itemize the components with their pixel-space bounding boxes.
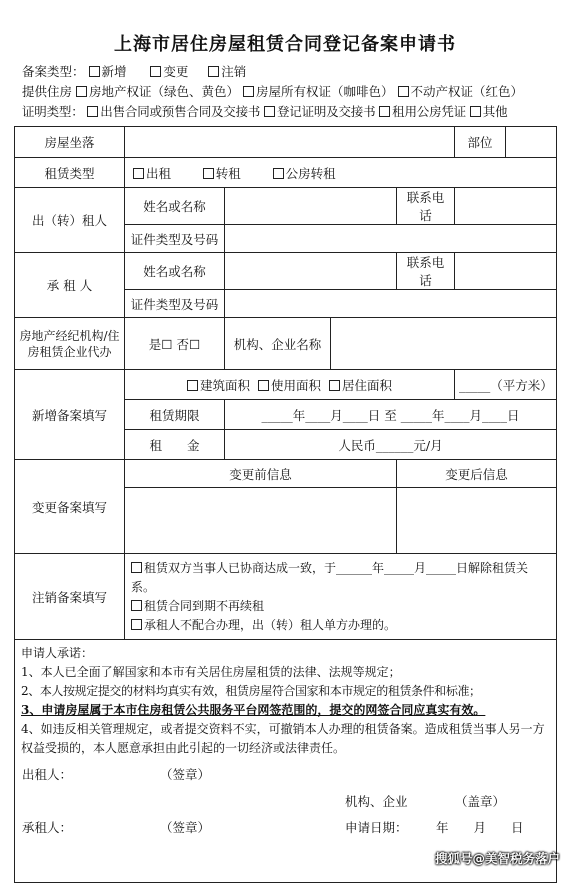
position-label: 部位 xyxy=(455,127,557,158)
provider-row xyxy=(22,82,523,100)
change-header-row xyxy=(15,460,557,488)
area-unit-field[interactable]: _____（平方米） xyxy=(455,370,557,400)
checkbox-lease-public[interactable]: 公房转租 xyxy=(273,166,336,181)
period-field[interactable]: _____年____月____日 至 _____年____月____日 xyxy=(225,400,557,430)
watermark: 搜狐号@美智税务落户 xyxy=(434,851,560,866)
cancel-filing-label: 注销备案填写 xyxy=(15,554,125,640)
lessor-name-label: 姓名或名称 xyxy=(125,188,225,225)
checkbox-living-area[interactable]: 居住面积 xyxy=(329,378,392,393)
location-field[interactable] xyxy=(125,127,455,158)
new-area-row xyxy=(15,370,557,400)
lessee-name-label: 姓名或名称 xyxy=(125,253,225,290)
application-form-table xyxy=(14,126,557,883)
after-info-label: 变更后信息 xyxy=(397,460,557,488)
lessor-phone-label: 联系电话 xyxy=(397,188,455,225)
agency-signature-label: 机构、企业 xyxy=(345,794,408,809)
lessor-id-field[interactable] xyxy=(225,225,557,253)
checkbox-other[interactable]: 其他 xyxy=(470,104,508,119)
lease-type-row xyxy=(15,158,557,188)
agency-yes-no[interactable]: 是☐ 否☐ xyxy=(125,318,225,370)
checkbox-registration[interactable]: 登记证明及交接书 xyxy=(264,104,375,119)
declaration-item-2: 2、本人按规定提交的材料均真实有效，租赁房屋符合国家和本市规定的租赁条件和标准； xyxy=(21,684,481,698)
agency-seal[interactable]: （盖章） xyxy=(455,794,506,809)
location-label: 房屋坐落 xyxy=(15,127,125,158)
filing-type-label: 备案类型： xyxy=(22,64,85,79)
declaration-block xyxy=(15,640,557,883)
lessee-row-1 xyxy=(15,253,557,290)
lessee-label: 承 租 人 xyxy=(15,253,125,318)
agency-name-label: 机构、企业名称 xyxy=(225,318,331,370)
checkbox-cancel[interactable]: 注销 xyxy=(208,64,246,79)
lessee-name-field[interactable] xyxy=(225,253,397,290)
checkbox-change[interactable]: 变更 xyxy=(150,64,188,79)
before-info-label: 变更前信息 xyxy=(125,460,397,488)
checkbox-sale-contract[interactable]: 出售合同或预售合同及交接书 xyxy=(87,104,260,119)
application-date-field[interactable]: 年 月 日 xyxy=(436,820,524,835)
lessor-id-label: 证件类型及号码 xyxy=(125,225,225,253)
change-filing-label: 变更备案填写 xyxy=(15,460,125,554)
lessor-label: 出（转）租人 xyxy=(15,188,125,253)
document-title: 上海市居住房屋租赁合同登记备案申请书 xyxy=(114,34,456,55)
lessor-signature-label: 出租人： xyxy=(22,767,73,782)
after-info-field[interactable] xyxy=(397,488,557,554)
checkbox-usable-area[interactable]: 使用面积 xyxy=(258,378,321,393)
checkbox-cert-brown[interactable]: 房屋所有权证（咖啡色） xyxy=(243,84,394,99)
lessor-seal[interactable]: （签章） xyxy=(160,767,211,782)
cancel-row xyxy=(15,554,557,640)
agency-label: 房地产经纪机构/住房租赁企业代办 xyxy=(15,318,125,370)
new-filing-label: 新增备案填写 xyxy=(15,370,125,460)
lease-type-options xyxy=(125,158,557,188)
application-date-label: 申请日期： xyxy=(345,820,408,835)
checkbox-lease-sublet[interactable]: 转租 xyxy=(203,166,241,181)
lessee-id-label: 证件类型及号码 xyxy=(125,290,225,318)
proof-type-label: 证明类型： xyxy=(22,104,84,119)
before-info-field[interactable] xyxy=(125,488,397,554)
lease-type-label: 租赁类型 xyxy=(15,158,125,188)
period-label: 租赁期限 xyxy=(125,400,225,430)
rent-field[interactable]: 人民币______元/月 xyxy=(225,430,557,460)
checkbox-cert-red[interactable]: 不动产权证（红色） xyxy=(398,84,524,99)
lessee-phone-field[interactable] xyxy=(455,253,557,290)
proof-type-row xyxy=(22,102,507,120)
declaration-item-4: 4、如违反相关管理规定，或者提交资料不实，可撤销本人办理的租赁备案。造成租赁当事人另一方权益受损的，本人愿意承担由此引起的一切经济或法律责任。 xyxy=(21,722,545,755)
rent-label: 租 金 xyxy=(125,430,225,460)
lessee-phone-label: 联系电话 xyxy=(397,253,455,290)
checkbox-gross-area[interactable]: 建筑面积 xyxy=(187,378,250,393)
agency-name-field[interactable] xyxy=(331,318,557,370)
lessor-phone-field[interactable] xyxy=(455,188,557,225)
lessee-seal[interactable]: （签章） xyxy=(160,820,211,835)
checkbox-lease-rent[interactable]: 出租 xyxy=(133,166,171,181)
declaration-heading: 申请人承诺： xyxy=(21,646,94,660)
lessor-name-field[interactable] xyxy=(225,188,397,225)
declaration-row xyxy=(15,640,557,883)
position-field[interactable] xyxy=(506,127,556,157)
declaration-item-3: 3、申请房屋属于本市住房租赁公共服务平台网签范围的，提交的网签合同应真实有效。 xyxy=(21,703,486,717)
filing-type-row xyxy=(22,62,246,80)
checkbox-new[interactable]: 新增 xyxy=(89,64,127,79)
area-options xyxy=(125,370,455,400)
agency-row xyxy=(15,318,557,370)
checkbox-cancel-agreed[interactable]: 租赁双方当事人已协商达成一致，于______年_____月_____日解除租赁关系。 xyxy=(131,560,529,594)
location-row xyxy=(15,127,557,158)
checkbox-cancel-unilateral[interactable]: 承租人不配合办理，出（转）租人单方办理的。 xyxy=(131,616,550,635)
checkbox-cert-green[interactable]: 房地产权证（绿色、黄色） xyxy=(76,84,239,99)
checkbox-cancel-expired[interactable]: 租赁合同到期不再续租 xyxy=(131,597,550,616)
checkbox-public-housing[interactable]: 租用公房凭证 xyxy=(379,104,466,119)
cancel-options xyxy=(125,554,557,640)
declaration-item-1: 1、本人已全面了解国家和本市有关居住房屋租赁的法律、法规等规定； xyxy=(21,665,401,679)
lessor-row-1 xyxy=(15,188,557,225)
provider-label: 提供住房 xyxy=(22,84,73,99)
lessee-id-field[interactable] xyxy=(225,290,557,318)
lessee-signature-label: 承租人： xyxy=(22,820,73,835)
